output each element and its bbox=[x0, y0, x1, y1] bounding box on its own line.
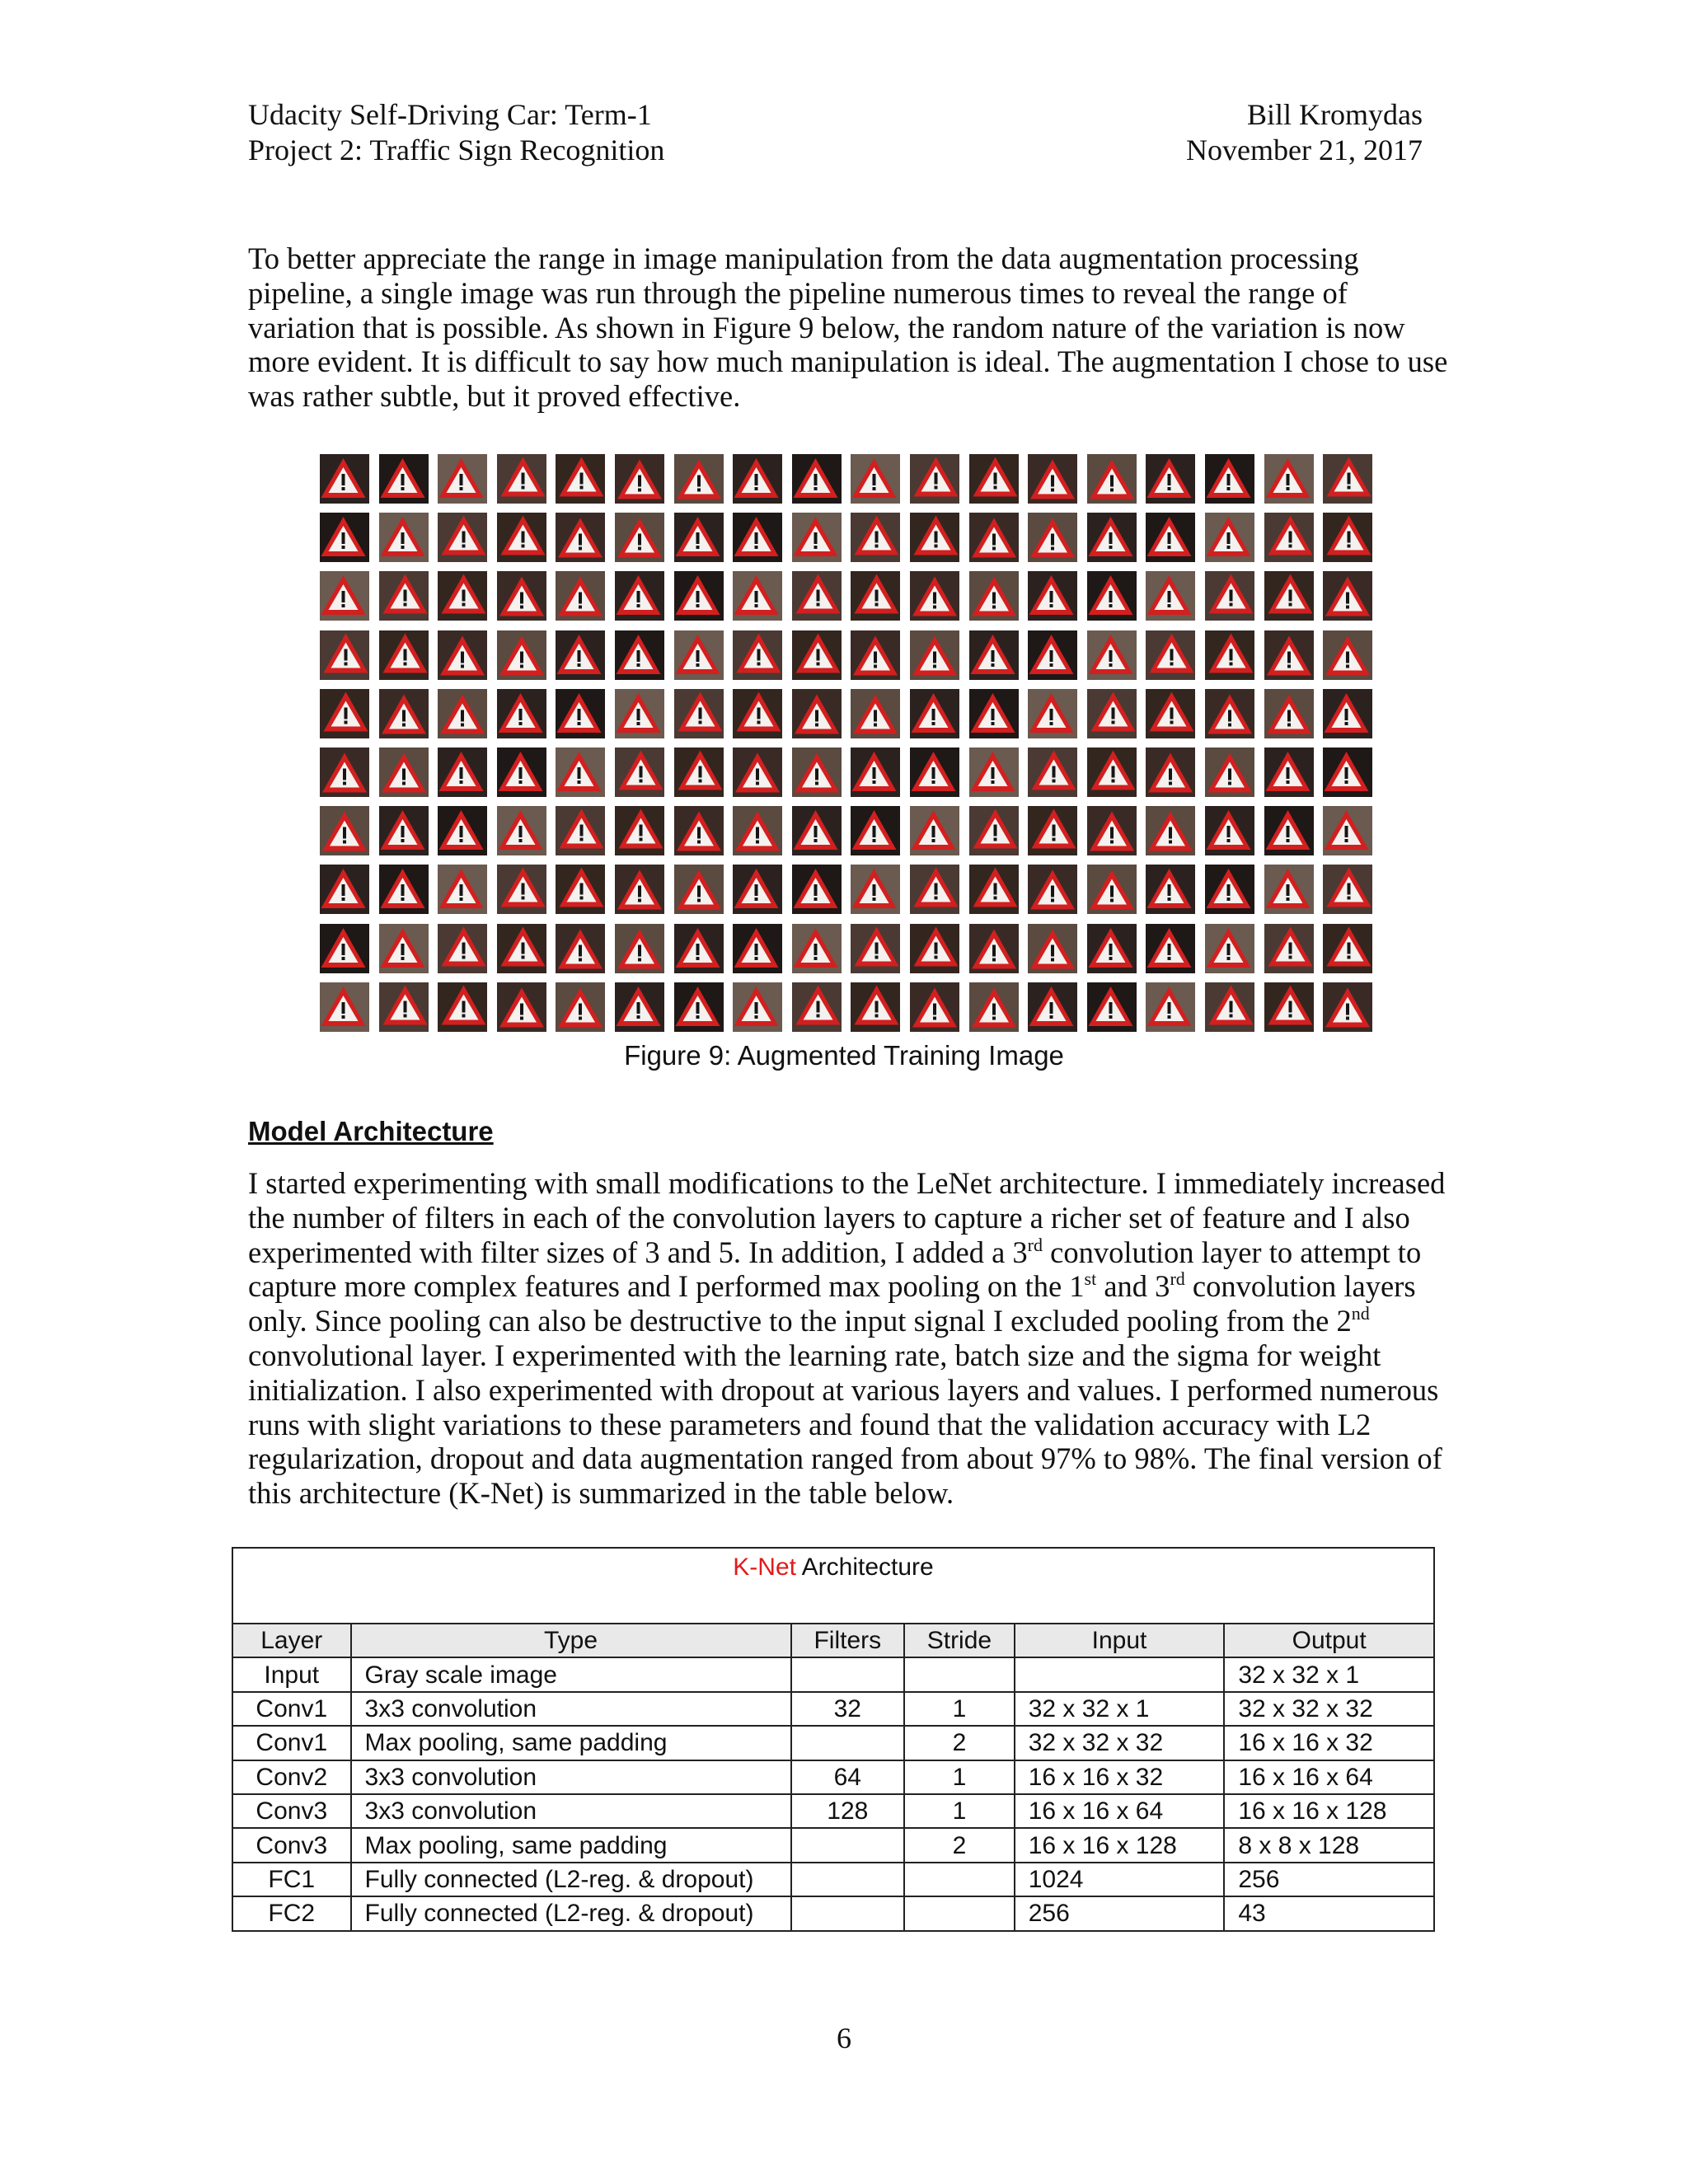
cell-layer: FC1 bbox=[232, 1863, 351, 1896]
cell-type: Max pooling, same padding bbox=[351, 1828, 791, 1862]
table-title-name: K-Net bbox=[733, 1554, 796, 1581]
warning-triangle-icon bbox=[320, 982, 369, 1032]
warning-triangle-icon bbox=[792, 454, 842, 504]
warning-triangle-icon bbox=[910, 630, 959, 680]
warning-triangle-icon bbox=[792, 513, 842, 562]
cell-filters bbox=[791, 1896, 905, 1930]
warning-triangle-icon bbox=[615, 982, 664, 1032]
warning-triangle-icon bbox=[497, 630, 546, 680]
warning-triangle-icon bbox=[969, 748, 1019, 797]
cell-stride: 1 bbox=[904, 1794, 1015, 1828]
warning-triangle-icon bbox=[733, 806, 782, 855]
warning-triangle-icon bbox=[1205, 748, 1254, 797]
cell-layer: Conv3 bbox=[232, 1828, 351, 1862]
author-name: Bill Kromydas bbox=[1247, 98, 1423, 131]
cell-layer: Conv2 bbox=[232, 1760, 351, 1794]
warning-triangle-icon bbox=[1205, 982, 1254, 1032]
warning-triangle-icon bbox=[1087, 865, 1137, 914]
warning-triangle-icon bbox=[320, 748, 369, 797]
augmented-image-grid bbox=[320, 454, 1375, 1031]
warning-triangle-icon bbox=[438, 513, 487, 562]
column-header-filters: Filters bbox=[791, 1624, 905, 1657]
warning-triangle-icon bbox=[792, 865, 842, 914]
architecture-table bbox=[232, 1547, 1435, 1932]
warning-triangle-icon bbox=[497, 513, 546, 562]
column-header-type: Type bbox=[351, 1624, 791, 1657]
warning-triangle-icon bbox=[1146, 806, 1195, 855]
warning-triangle-icon bbox=[320, 689, 369, 738]
warning-triangle-icon bbox=[1264, 982, 1314, 1032]
table-row bbox=[232, 1726, 1434, 1760]
table-title-row bbox=[232, 1548, 1434, 1624]
warning-triangle-icon bbox=[1146, 571, 1195, 621]
table-row bbox=[232, 1794, 1434, 1828]
table-row bbox=[232, 1863, 1434, 1896]
warning-triangle-icon bbox=[733, 513, 782, 562]
cell-input: 16 x 16 x 128 bbox=[1015, 1828, 1225, 1862]
warning-triangle-icon bbox=[733, 630, 782, 680]
warning-triangle-icon bbox=[497, 865, 546, 914]
warning-triangle-icon bbox=[851, 748, 900, 797]
warning-triangle-icon bbox=[379, 571, 429, 621]
warning-triangle-icon bbox=[851, 513, 900, 562]
cell-stride bbox=[904, 1863, 1015, 1896]
warning-triangle-icon bbox=[615, 454, 664, 504]
warning-triangle-icon bbox=[733, 571, 782, 621]
warning-triangle-icon bbox=[910, 689, 959, 738]
warning-triangle-icon bbox=[910, 454, 959, 504]
warning-triangle-icon bbox=[379, 806, 429, 855]
warning-triangle-icon bbox=[556, 689, 605, 738]
cell-stride bbox=[904, 1657, 1015, 1691]
warning-triangle-icon bbox=[1028, 689, 1077, 738]
cell-input: 256 bbox=[1015, 1896, 1225, 1930]
warning-triangle-icon bbox=[379, 630, 429, 680]
warning-triangle-icon bbox=[1087, 982, 1137, 1032]
section-heading: Model Architecture bbox=[248, 1116, 494, 1146]
cell-layer: Input bbox=[232, 1657, 351, 1691]
cell-output: 16 x 16 x 64 bbox=[1224, 1760, 1434, 1794]
warning-triangle-icon bbox=[1028, 748, 1077, 797]
cell-stride: 1 bbox=[904, 1760, 1015, 1794]
cell-filters: 32 bbox=[791, 1692, 905, 1726]
column-header-layer: Layer bbox=[232, 1624, 351, 1657]
warning-triangle-icon bbox=[1028, 806, 1077, 855]
warning-triangle-icon bbox=[320, 806, 369, 855]
warning-triangle-icon bbox=[1264, 454, 1314, 504]
warning-triangle-icon bbox=[1087, 748, 1137, 797]
warning-triangle-icon bbox=[1028, 924, 1077, 973]
warning-triangle-icon bbox=[615, 571, 664, 621]
warning-triangle-icon bbox=[969, 454, 1019, 504]
warning-triangle-icon bbox=[1264, 806, 1314, 855]
warning-triangle-icon bbox=[851, 630, 900, 680]
ordinal-suffix: st bbox=[1084, 1268, 1097, 1290]
warning-triangle-icon bbox=[438, 982, 487, 1032]
warning-triangle-icon bbox=[910, 748, 959, 797]
cell-stride: 2 bbox=[904, 1828, 1015, 1862]
warning-triangle-icon bbox=[1264, 865, 1314, 914]
warning-triangle-icon bbox=[379, 513, 429, 562]
cell-type: Max pooling, same padding bbox=[351, 1726, 791, 1760]
cell-input: 32 x 32 x 32 bbox=[1015, 1726, 1225, 1760]
paragraph-text: convolution layer to attempt to capture more complex features and I performed max pooling on the 1 bbox=[248, 1235, 1422, 1304]
page-number: 6 bbox=[837, 2022, 851, 2055]
warning-triangle-icon bbox=[674, 806, 724, 855]
warning-triangle-icon bbox=[910, 865, 959, 914]
warning-triangle-icon bbox=[1205, 689, 1254, 738]
cell-filters: 128 bbox=[791, 1794, 905, 1828]
warning-triangle-icon bbox=[320, 924, 369, 973]
warning-triangle-icon bbox=[1028, 865, 1077, 914]
cell-output: 32 x 32 x 32 bbox=[1224, 1692, 1434, 1726]
cell-output: 32 x 32 x 1 bbox=[1224, 1657, 1434, 1691]
warning-triangle-icon bbox=[792, 924, 842, 973]
warning-triangle-icon bbox=[1323, 571, 1372, 621]
ordinal-suffix: nd bbox=[1351, 1303, 1370, 1324]
warning-triangle-icon bbox=[674, 748, 724, 797]
table-title-rest: Architecture bbox=[795, 1554, 934, 1581]
warning-triangle-icon bbox=[379, 748, 429, 797]
warning-triangle-icon bbox=[497, 982, 546, 1032]
warning-triangle-icon bbox=[733, 689, 782, 738]
warning-triangle-icon bbox=[674, 982, 724, 1032]
warning-triangle-icon bbox=[674, 571, 724, 621]
warning-triangle-icon bbox=[320, 865, 369, 914]
cell-input: 1024 bbox=[1015, 1863, 1225, 1896]
warning-triangle-icon bbox=[674, 865, 724, 914]
warning-triangle-icon bbox=[615, 806, 664, 855]
cell-filters: 64 bbox=[791, 1760, 905, 1794]
warning-triangle-icon bbox=[733, 924, 782, 973]
cell-type: 3x3 convolution bbox=[351, 1794, 791, 1828]
warning-triangle-icon bbox=[1028, 982, 1077, 1032]
warning-triangle-icon bbox=[1264, 748, 1314, 797]
warning-triangle-icon bbox=[1323, 924, 1372, 973]
table-row bbox=[232, 1657, 1434, 1691]
cell-output: 8 x 8 x 128 bbox=[1224, 1828, 1434, 1862]
cell-type: Fully connected (L2-reg. & dropout) bbox=[351, 1863, 791, 1896]
table-row bbox=[232, 1828, 1434, 1862]
warning-triangle-icon bbox=[969, 865, 1019, 914]
warning-triangle-icon bbox=[320, 571, 369, 621]
warning-triangle-icon bbox=[438, 865, 487, 914]
warning-triangle-icon bbox=[1028, 571, 1077, 621]
warning-triangle-icon bbox=[969, 630, 1019, 680]
warning-triangle-icon bbox=[438, 748, 487, 797]
warning-triangle-icon bbox=[969, 924, 1019, 973]
cell-input: 32 x 32 x 1 bbox=[1015, 1692, 1225, 1726]
table-row bbox=[232, 1692, 1434, 1726]
warning-triangle-icon bbox=[438, 806, 487, 855]
warning-triangle-icon bbox=[379, 454, 429, 504]
table-title bbox=[232, 1548, 1434, 1624]
warning-triangle-icon bbox=[1264, 630, 1314, 680]
warning-triangle-icon bbox=[1264, 689, 1314, 738]
warning-triangle-icon bbox=[1323, 454, 1372, 504]
cell-type: 3x3 convolution bbox=[351, 1692, 791, 1726]
project-title: Project 2: Traffic Sign Recognition bbox=[248, 134, 665, 166]
warning-triangle-icon bbox=[1146, 748, 1195, 797]
warning-triangle-icon bbox=[674, 689, 724, 738]
table-row bbox=[232, 1896, 1434, 1930]
header-row-2 bbox=[248, 133, 1423, 168]
warning-triangle-icon bbox=[910, 982, 959, 1032]
warning-triangle-icon bbox=[556, 865, 605, 914]
warning-triangle-icon bbox=[851, 689, 900, 738]
warning-triangle-icon bbox=[1205, 513, 1254, 562]
warning-triangle-icon bbox=[615, 630, 664, 680]
warning-triangle-icon bbox=[1205, 806, 1254, 855]
warning-triangle-icon bbox=[1205, 454, 1254, 504]
warning-triangle-icon bbox=[792, 630, 842, 680]
cell-layer: FC2 bbox=[232, 1896, 351, 1930]
warning-triangle-icon bbox=[1146, 982, 1195, 1032]
warning-triangle-icon bbox=[1205, 865, 1254, 914]
warning-triangle-icon bbox=[1146, 924, 1195, 973]
document-date: November 21, 2017 bbox=[1186, 134, 1423, 166]
cell-filters bbox=[791, 1828, 905, 1862]
warning-triangle-icon bbox=[1087, 924, 1137, 973]
warning-triangle-icon bbox=[615, 924, 664, 973]
column-header-output: Output bbox=[1224, 1624, 1434, 1657]
warning-triangle-icon bbox=[556, 454, 605, 504]
warning-triangle-icon bbox=[1264, 924, 1314, 973]
warning-triangle-icon bbox=[1323, 513, 1372, 562]
architecture-paragraph bbox=[248, 1166, 1451, 1511]
warning-triangle-icon bbox=[733, 454, 782, 504]
warning-triangle-icon bbox=[1146, 630, 1195, 680]
warning-triangle-icon bbox=[497, 748, 546, 797]
warning-triangle-icon bbox=[851, 806, 900, 855]
warning-triangle-icon bbox=[792, 689, 842, 738]
warning-triangle-icon bbox=[1146, 513, 1195, 562]
warning-triangle-icon bbox=[851, 865, 900, 914]
ordinal-suffix: rd bbox=[1027, 1234, 1043, 1255]
cell-stride: 2 bbox=[904, 1726, 1015, 1760]
warning-triangle-icon bbox=[1028, 513, 1077, 562]
warning-triangle-icon bbox=[851, 454, 900, 504]
cell-input: 16 x 16 x 32 bbox=[1015, 1760, 1225, 1794]
cell-output: 256 bbox=[1224, 1863, 1434, 1896]
warning-triangle-icon bbox=[379, 689, 429, 738]
warning-triangle-icon bbox=[733, 865, 782, 914]
warning-triangle-icon bbox=[320, 513, 369, 562]
warning-triangle-icon bbox=[556, 513, 605, 562]
warning-triangle-icon bbox=[792, 806, 842, 855]
warning-triangle-icon bbox=[1028, 630, 1077, 680]
warning-triangle-icon bbox=[1028, 454, 1077, 504]
warning-triangle-icon bbox=[320, 630, 369, 680]
warning-triangle-icon bbox=[674, 513, 724, 562]
warning-triangle-icon bbox=[1323, 865, 1372, 914]
warning-triangle-icon bbox=[910, 571, 959, 621]
warning-triangle-icon bbox=[1146, 865, 1195, 914]
warning-triangle-icon bbox=[1205, 571, 1254, 621]
warning-triangle-icon bbox=[438, 454, 487, 504]
warning-triangle-icon bbox=[556, 571, 605, 621]
warning-triangle-icon bbox=[438, 924, 487, 973]
warning-triangle-icon bbox=[969, 982, 1019, 1032]
warning-triangle-icon bbox=[1264, 571, 1314, 621]
warning-triangle-icon bbox=[1087, 454, 1137, 504]
paragraph-text: and 3 bbox=[1096, 1269, 1170, 1304]
warning-triangle-icon bbox=[320, 454, 369, 504]
table-row bbox=[232, 1760, 1434, 1794]
warning-triangle-icon bbox=[615, 748, 664, 797]
warning-triangle-icon bbox=[969, 571, 1019, 621]
cell-output: 43 bbox=[1224, 1896, 1434, 1930]
cell-input bbox=[1015, 1657, 1225, 1691]
table-header-row bbox=[232, 1624, 1434, 1657]
warning-triangle-icon bbox=[1205, 924, 1254, 973]
warning-triangle-icon bbox=[1323, 748, 1372, 797]
warning-triangle-icon bbox=[1087, 689, 1137, 738]
cell-type: 3x3 convolution bbox=[351, 1760, 791, 1794]
warning-triangle-icon bbox=[379, 924, 429, 973]
warning-triangle-icon bbox=[792, 982, 842, 1032]
warning-triangle-icon bbox=[910, 806, 959, 855]
column-header-stride: Stride bbox=[904, 1624, 1015, 1657]
warning-triangle-icon bbox=[556, 982, 605, 1032]
cell-layer: Conv3 bbox=[232, 1794, 351, 1828]
warning-triangle-icon bbox=[1323, 689, 1372, 738]
warning-triangle-icon bbox=[1323, 806, 1372, 855]
cell-type: Fully connected (L2-reg. & dropout) bbox=[351, 1896, 791, 1930]
warning-triangle-icon bbox=[851, 924, 900, 973]
warning-triangle-icon bbox=[674, 454, 724, 504]
cell-filters bbox=[791, 1863, 905, 1896]
figure-caption: Figure 9: Augmented Training Image bbox=[624, 1040, 1064, 1071]
warning-triangle-icon bbox=[1087, 571, 1137, 621]
warning-triangle-icon bbox=[969, 513, 1019, 562]
warning-triangle-icon bbox=[733, 748, 782, 797]
cell-filters bbox=[791, 1726, 905, 1760]
warning-triangle-icon bbox=[910, 924, 959, 973]
warning-triangle-icon bbox=[792, 571, 842, 621]
warning-triangle-icon bbox=[1205, 630, 1254, 680]
course-title: Udacity Self-Driving Car: Term-1 bbox=[248, 98, 652, 131]
warning-triangle-icon bbox=[438, 630, 487, 680]
warning-triangle-icon bbox=[556, 924, 605, 973]
column-header-input: Input bbox=[1015, 1624, 1225, 1657]
warning-triangle-icon bbox=[438, 571, 487, 621]
warning-triangle-icon bbox=[969, 806, 1019, 855]
page-header bbox=[248, 97, 1423, 168]
warning-triangle-icon bbox=[438, 689, 487, 738]
warning-triangle-icon bbox=[497, 454, 546, 504]
cell-output: 16 x 16 x 128 bbox=[1224, 1794, 1434, 1828]
intro-paragraph: To better appreciate the range in image manipulation from the data augmentation processing pipeline, a single image was run through the pipeline numerous times to reveal the range of variation that is possible. As shown in Figure 9 below, the random nature of the variation is now more evident. It is difficult to say how much manipulation is ideal. The augmentation I chose to use was rather subtle, but it proved effective. bbox=[248, 241, 1448, 414]
warning-triangle-icon bbox=[1087, 806, 1137, 855]
table-body bbox=[232, 1657, 1434, 1930]
cell-stride bbox=[904, 1896, 1015, 1930]
header-row-1 bbox=[248, 97, 1423, 133]
paragraph-text: convolutional layer. I experimented with the learning rate, batch size and the sigma for weight initialization. I also experimented with dropout at various layers and values. I performed numerous runs with slight variations to these parameters and found that the validation accuracy with L2 regularization, dropout and data augmentation ranged from about 97% to 98%. The final version of this architecture (K-Net) is summarized in the table below. bbox=[248, 1338, 1442, 1511]
warning-triangle-icon bbox=[1087, 513, 1137, 562]
warning-triangle-icon bbox=[1146, 454, 1195, 504]
warning-triangle-icon bbox=[556, 748, 605, 797]
warning-triangle-icon bbox=[497, 689, 546, 738]
warning-triangle-icon bbox=[1323, 630, 1372, 680]
cell-type: Gray scale image bbox=[351, 1657, 791, 1691]
warning-triangle-icon bbox=[497, 806, 546, 855]
warning-triangle-icon bbox=[910, 513, 959, 562]
paragraph-text: I started experimenting with small modifications to the LeNet architecture. I immediately increased the number of filters in each of the convolution layers to capture a richer set of feature and I also experimented with filter sizes of 3 and 5. In addition, I added a 3 bbox=[248, 1166, 1446, 1269]
warning-triangle-icon bbox=[379, 982, 429, 1032]
warning-triangle-icon bbox=[851, 982, 900, 1032]
paragraph-text: convolution layers only. Since pooling can also be destructive to the input signal I excluded pooling from the 2 bbox=[248, 1269, 1416, 1338]
warning-triangle-icon bbox=[851, 571, 900, 621]
warning-triangle-icon bbox=[497, 571, 546, 621]
cell-layer: Conv1 bbox=[232, 1726, 351, 1760]
cell-output: 16 x 16 x 32 bbox=[1224, 1726, 1434, 1760]
warning-triangle-icon bbox=[497, 924, 546, 973]
warning-triangle-icon bbox=[379, 865, 429, 914]
warning-triangle-icon bbox=[556, 806, 605, 855]
warning-triangle-icon bbox=[615, 513, 664, 562]
warning-triangle-icon bbox=[674, 924, 724, 973]
warning-triangle-icon bbox=[1323, 982, 1372, 1032]
warning-triangle-icon bbox=[1087, 630, 1137, 680]
warning-triangle-icon bbox=[1264, 513, 1314, 562]
warning-triangle-icon bbox=[792, 748, 842, 797]
warning-triangle-icon bbox=[556, 630, 605, 680]
cell-input: 16 x 16 x 64 bbox=[1015, 1794, 1225, 1828]
cell-layer: Conv1 bbox=[232, 1692, 351, 1726]
cell-filters bbox=[791, 1657, 905, 1691]
warning-triangle-icon bbox=[1146, 689, 1195, 738]
ordinal-suffix: rd bbox=[1170, 1268, 1185, 1290]
warning-triangle-icon bbox=[674, 630, 724, 680]
cell-stride: 1 bbox=[904, 1692, 1015, 1726]
warning-triangle-icon bbox=[969, 689, 1019, 738]
warning-triangle-icon bbox=[733, 982, 782, 1032]
warning-triangle-icon bbox=[615, 689, 664, 738]
warning-triangle-icon bbox=[615, 865, 664, 914]
